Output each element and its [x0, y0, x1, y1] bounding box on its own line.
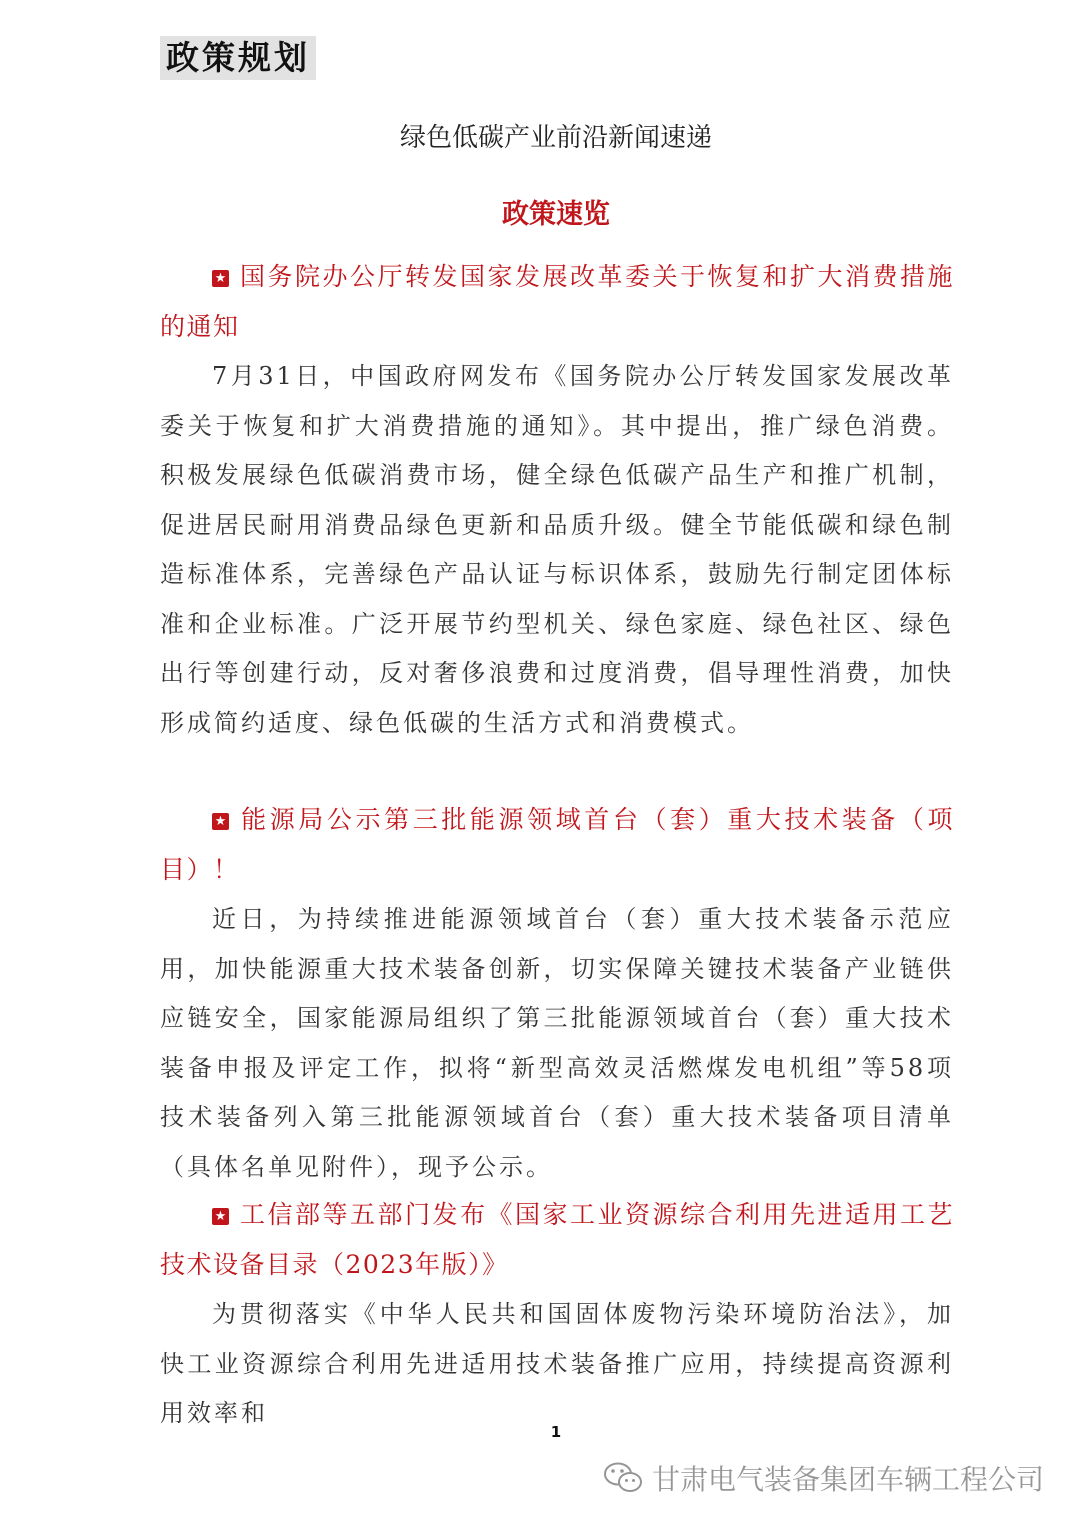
watermark-text: 甘肃电气装备集团车辆工程公司: [651, 1463, 1044, 1496]
article-headline-text: 能源局公示第三批能源领域首台（套）重大技术装备（项目）！: [160, 805, 954, 884]
star-icon: ★: [212, 270, 229, 287]
article-headline: [160, 252, 954, 352]
page-number: 1: [550, 1423, 562, 1441]
article-headline-text: 国务院办公厅转发国家发展改革委关于恢复和扩大消费措施的通知: [160, 262, 954, 341]
wechat-icon: [602, 1460, 644, 1496]
document-title: 绿色低碳产业前沿新闻速递: [399, 123, 712, 153]
star-icon: ★: [212, 813, 229, 830]
article-body: 7月31日，中国政府网发布《国务院办公厅转发国家发展改革委关于恢复和扩大消费措施的通知》。其中提出，推广绿色消费。积极发展绿色低碳消费市场，健全绿色低碳产品生产和推广机制，促进居民耐用消费品绿色更新和品质升级。健全节能低碳和绿色制造标准体系，完善绿色产品认证与标识体系，鼓励先行制定团体标准和企业标准。广泛开展节约型机关、绿色家庭、绿色社区、绿色出行等创建行动，反对奢侈浪费和过度消费，倡导理性消费，加快形成简约适度、绿色低碳的生活方式和消费模式。: [160, 362, 954, 737]
watermark: [602, 1458, 1044, 1498]
news-article: [160, 795, 954, 1192]
section-tag: 政策规划: [160, 36, 316, 80]
article-headline: [160, 795, 954, 895]
news-article: [160, 1190, 954, 1439]
section-subtitle: 政策速览: [502, 199, 610, 230]
article-headline-text: 工信部等五部门发布《国家工业资源综合利用先进适用工艺技术设备目录（2023年版）》: [160, 1200, 954, 1279]
star-icon: ★: [212, 1208, 229, 1225]
news-article: [160, 252, 954, 748]
article-body: 为贯彻落实《中华人民共和国固体废物污染环境防治法》，加快工业资源综合利用先进适用技术装备推广应用，持续提高资源利用效率和: [160, 1300, 954, 1427]
article-body: 近日，为持续推进能源领域首台（套）重大技术装备示范应用，加快能源重大技术装备创新，切实保障关键技术装备产业链供应链安全，国家能源局组织了第三批能源领域首台（套）重大技术装备申报及评定工作，拟将“新型高效灵活燃煤发电机组”等58项技术装备列入第三批能源领域首台（套）重大技术装备项目清单（具体名单见附件），现予公示。: [160, 905, 954, 1181]
article-headline: [160, 1190, 954, 1290]
